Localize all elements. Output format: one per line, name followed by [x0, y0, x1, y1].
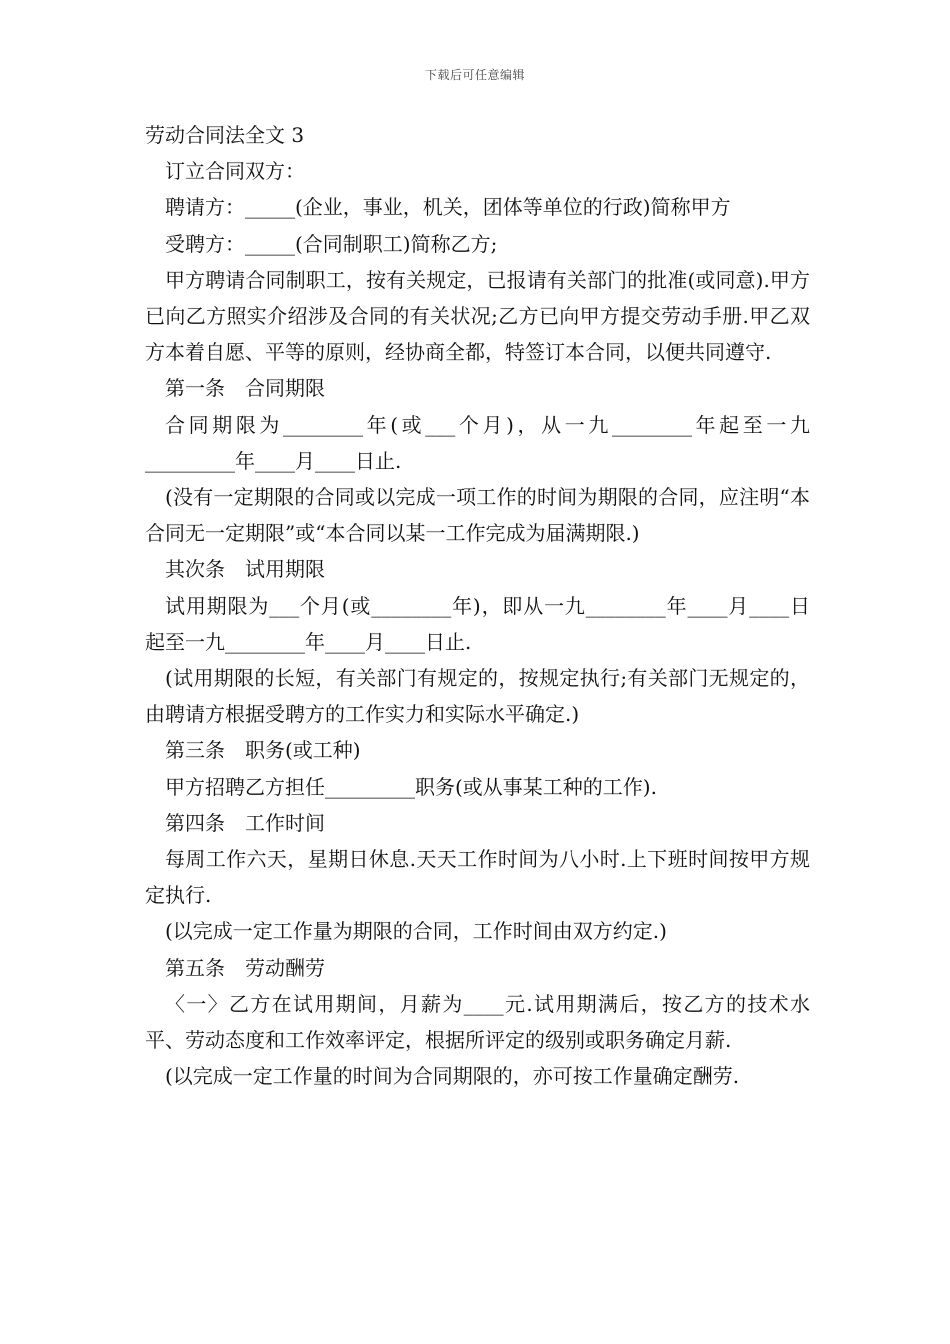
- article-2-text: 试用期限为___个月(或________年)，即从一九________年____月____日起至一九________年____月____日止.: [145, 593, 810, 654]
- article-5-item-1: 〈一〉乙方在试用期间，月薪为____元.试用期满后，按乙方的技术水平、劳动态度和工作效率评定，根据所评定的级别或职务确定月薪.: [145, 991, 810, 1053]
- article-3-heading: 第三条 职务(或工种): [165, 738, 361, 763]
- document-body: [145, 117, 810, 1094]
- article-2-note: (试用期限的长短，有关部门有规定的，按规定执行;有关部门无规定的，由聘请方根据受聘方的工作实力和实际水平确定.): [145, 666, 810, 727]
- article-4-note: (以完成一定工作量为期限的合同，工作时间由双方约定.): [165, 919, 667, 944]
- employer-line: 聘请方：_____(企业，事业，机关，团体等单位的行政)简称甲方: [165, 195, 731, 220]
- article-1-text: 合同期限为________年(或___个月)，从一九________年起至一九_________年____月____日止.: [145, 412, 810, 473]
- article-2-heading: 其次条 试用期限: [165, 557, 325, 582]
- article-4-heading: 第四条 工作时间: [165, 810, 325, 835]
- document-title: 劳动合同法全文 3: [145, 123, 305, 147]
- employee-line: 受聘方：_____(合同制职工)简称乙方;: [165, 231, 498, 256]
- preamble-paragraph: 甲方聘请合同制职工，按有关规定，已报请有关部门的批准(或同意).甲方已向乙方照实介绍涉及合同的有关状况;乙方已向甲方提交劳动手册.甲乙双方本着自愿、平等的原则，经协商全都，特签订本合同，以便共同遵守.: [145, 267, 810, 365]
- article-1-note: (没有一定期限的合同或以完成一项工作的时间为期限的合同，应注明“本合同无一定期限”或“本合同以某一工作完成为届满期限.): [145, 485, 810, 546]
- article-3-text: 甲方招聘乙方担任_________职务(或从事某工种的工作).: [165, 774, 657, 799]
- article-4-text: 每周工作六天，星期日休息.天天工作时间为八小时.上下班时间按甲方规定执行.: [145, 847, 810, 908]
- article-1-heading: 第一条 合同期限: [165, 376, 325, 401]
- article-5-heading: 第五条 劳动酬劳: [165, 955, 325, 980]
- page-header: 下载后可任意编辑: [424, 68, 525, 82]
- parties-heading: 订立合同双方：: [165, 159, 305, 184]
- article-5-note: (以完成一定工作量的时间为合同期限的，亦可按工作量确定酬劳.: [165, 1064, 740, 1089]
